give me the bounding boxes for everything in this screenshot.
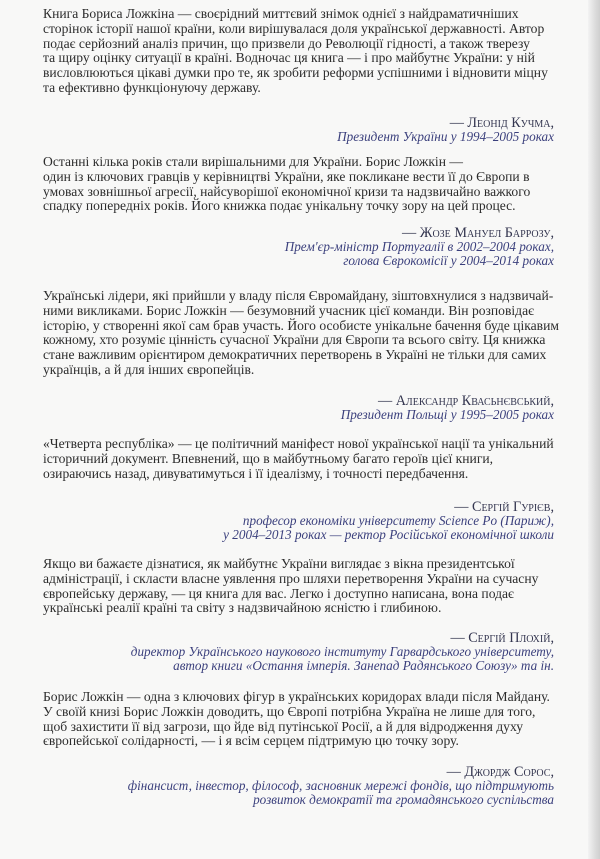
paragraph-line: Останні кілька років стали вирішальними для України. Борис Ложкін — bbox=[43, 154, 463, 169]
page-edge-shadow bbox=[588, 0, 600, 859]
paragraph-line: умовах зовнішньої агресії, найсуворішої економічної кризи та надзвичайно важкого bbox=[43, 183, 531, 199]
blurb-paragraph bbox=[43, 289, 559, 378]
paragraph-line: спадку попередніх років. Його книжка подає унікальну точку зору на цей процес. bbox=[43, 198, 516, 214]
blurb-paragraph bbox=[43, 437, 554, 481]
paragraph-line: «Четверта республіка» — це політичний маніфест нової української нації та унікальний bbox=[43, 436, 554, 451]
blurb-paragraph bbox=[43, 7, 548, 96]
author-title: директор Українського наукового інституту Гарвардського університету, bbox=[130, 644, 554, 659]
blurb-attribution bbox=[223, 500, 554, 541]
paragraph-line: стане важливим орієнтиром демократичних перетворень в Україні не тільки для самих bbox=[43, 347, 547, 363]
author-title: Прем'єр-міністр Португалії в 2002–2004 роках, bbox=[284, 239, 554, 254]
blurb-paragraph bbox=[43, 557, 538, 616]
paragraph-line: адміністрації, і скласти власне уявлення про шляхи перетворення України на сучасну bbox=[43, 570, 539, 586]
paragraph-line: українські реалії країні та світу з надзвичайною ясністю і глибиною. bbox=[43, 600, 442, 616]
paragraph-line: Українські лідери, які прийшли у владу після Євромайдану, зіштовхнулися з надзвичай- bbox=[43, 288, 554, 303]
author-title: розвиток демократії та громадянського суспільства bbox=[253, 791, 554, 807]
paragraph-line: озираючись назад, дивуватимуться і її ідеалізму, і точності передбачення. bbox=[43, 465, 469, 481]
blurb-paragraph bbox=[43, 690, 550, 749]
paragraph-line: щоб захистити її від загрози, що йде від путінської Росії, а й для відродження духу bbox=[43, 718, 524, 734]
author-title: Президент Польщі у 1995–2005 роках bbox=[340, 407, 554, 422]
author-name: — Александр Квасьнєвський, bbox=[377, 393, 554, 409]
paragraph-line: та щиру оцінку ситуації в країні. Водночас ця книга — і про майбутнє України: у ній bbox=[43, 50, 535, 66]
author-name: — Джордж Сорос, bbox=[446, 764, 554, 780]
author-title: фінансист, інвестор, філософ, засновник мережі фондів, що підтримують bbox=[127, 778, 554, 793]
blurb-paragraph bbox=[43, 155, 530, 214]
author-name: — Сергій Гурієв, bbox=[454, 499, 554, 515]
author-name: — Сергій Плохій, bbox=[450, 630, 554, 646]
paragraph-line: Борис Ложкін — одна з ключових фігур в українських коридорах влади після Майдану. bbox=[43, 689, 550, 704]
blurb-attribution bbox=[131, 631, 554, 672]
paragraph-line: один із ключових гравців у керівництві України, яке покликане вести її до Європи в bbox=[43, 168, 530, 184]
author-title: Президент України у 1994–2005 роках bbox=[337, 129, 554, 144]
author-title: автор книги «Остання імперія. Занепад Радянського Союзу» та ін. bbox=[173, 657, 554, 673]
author-title: голова Єврокомісії у 2004–2014 роках bbox=[343, 252, 554, 268]
blurb-attribution bbox=[341, 394, 554, 422]
paragraph-line: українців, а й для інших європейців. bbox=[43, 361, 255, 377]
paragraph-line: кожному, хто розуміє цінність сучасної України для Європи та всього світу. Ця книжка bbox=[43, 332, 546, 348]
paragraph-line: У своїй книзі Борис Ложкін доводить, що Європі потрібна Україна не лише для того, bbox=[43, 703, 536, 719]
paragraph-line: та ефективно функціонуючу державу. bbox=[43, 79, 261, 95]
blurb-attribution bbox=[337, 116, 554, 144]
paragraph-line: історичний документ. Впевнений, що в майбутньому багато героїв цієї книги, bbox=[43, 450, 494, 466]
blurb-attribution bbox=[285, 226, 554, 267]
author-name: — Жозе Мануел Баррозу, bbox=[402, 225, 554, 241]
paragraph-line: ними викликами. Борис Ложкін — безумовний учасник цієї команди. Він розповідає bbox=[43, 302, 534, 318]
paragraph-line: подає серйозний аналіз причин, що призвели до Революції гідності, а також тверезу bbox=[43, 35, 530, 51]
paragraph-line: європейської солідарності, — і я всім серцем підтримую цю точку зору. bbox=[43, 733, 459, 749]
author-name: — Леонід Кучма, bbox=[449, 115, 554, 131]
blurb-attribution bbox=[128, 765, 554, 806]
paragraph-line: Книга Бориса Ложкіна — своєрідний миттєвий знімок однієї з найдраматичніших bbox=[43, 6, 519, 21]
paragraph-line: європейську державу, — ця книга для вас. Легко і доступно написана, вона подає bbox=[43, 585, 514, 601]
paragraph-line: Якщо ви бажаєте дізнатися, як майбутнє України виглядає з вікна президентської bbox=[43, 556, 515, 571]
paragraph-line: історію, у створенні якої сам брав участь. Його особисте унікальне бачення буде цікавим bbox=[43, 317, 559, 333]
paragraph-line: сторінок історії нашої країни, коли вирішувалася доля української державності. Автор bbox=[43, 20, 545, 36]
paragraph-line: висловлюються цікаві думки про те, як зробити реформи успішними і відновити міцну bbox=[43, 65, 548, 81]
author-title: у 2004–2013 роках — ректор Російської економічної школи bbox=[223, 526, 554, 542]
author-title: професор економіки університету Science Po (Париж), bbox=[242, 513, 554, 528]
